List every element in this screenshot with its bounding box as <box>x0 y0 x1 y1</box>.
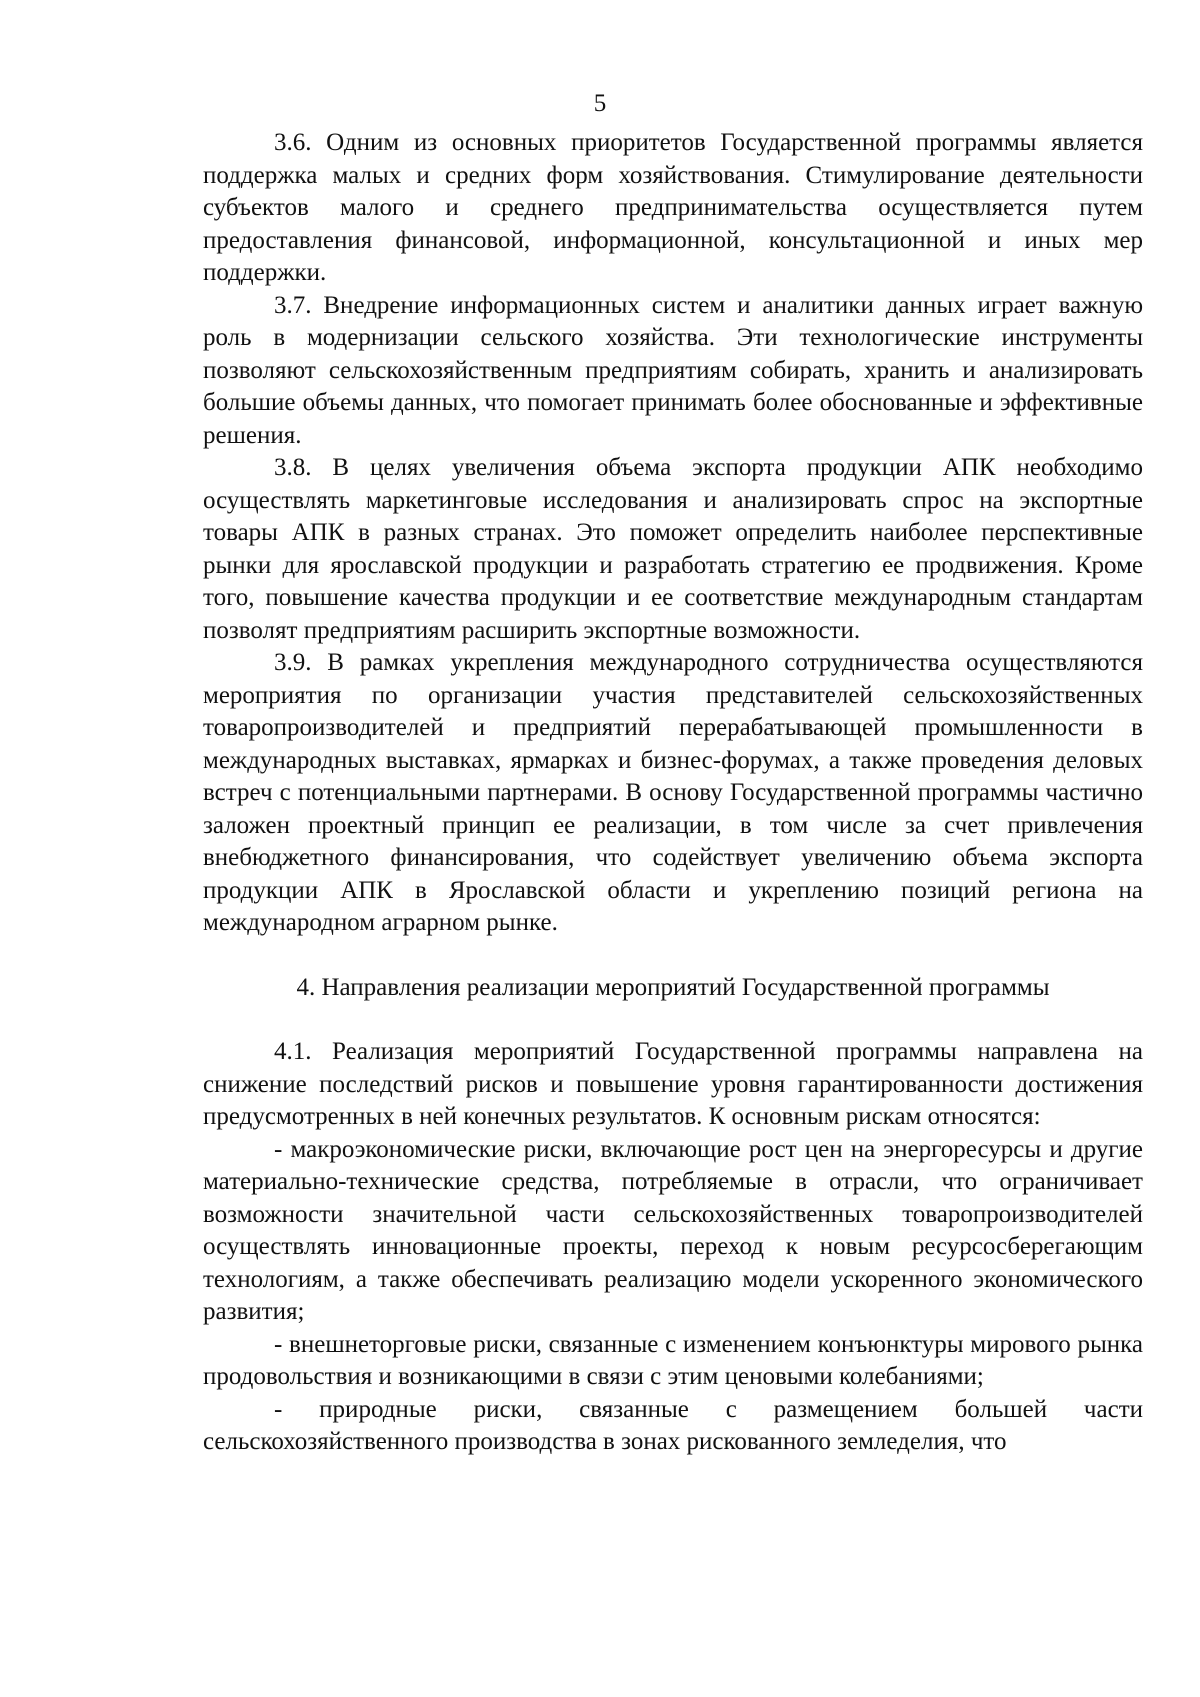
paragraph-4-1: 4.1. Реализация мероприятий Государственной программы направлена на снижение последствий рисков и повышение уровня гарантированности достижения предусмотренных в ней конечных результатов. К основным рискам относятся: <box>203 1038 1143 1130</box>
page-number: 5 <box>593 90 607 117</box>
list-item-natural-risks: - природные риски, связанные с размещением большей части сельскохозяйственного производства в зонах рискованного земледелия, что <box>203 1395 1143 1455</box>
paragraph-3-9: 3.9. В рамках укрепления международного сотрудничества осуществляются мероприятия по организации участия представителей сельскохозяйственных товаропроизводителей и предприятий перерабатывающей промышленности в международных выставках, ярмарках и бизнес-форумах, а также проведения деловых встреч с потенциальными партнерами. В основу Государственной программы частично заложен проектный принцип ее реализации, в том числе за счет привлечения внебюджетного финансирования, что содействует увеличению объема экспорта продукции АПК в Ярославской области и укреплению позиций региона на международном аграрном рынке. <box>203 649 1143 936</box>
document-body <box>203 127 1143 1459</box>
section-heading: 4. Направления реализации мероприятий Государственной программы <box>296 973 1050 1001</box>
paragraph-3-8: 3.8. В целях увеличения объема экспорта продукции АПК необходимо осуществлять маркетинговые исследования и анализировать спрос на экспортные товары АПК в разных странах. Это поможет определить наиболее перспективные рынки для ярославской продукции и разработать стратегию ее продвижения. Кроме того, повышение качества продукции и ее соответствие международным стандартам позволят предприятиям расширить экспортные возможности. <box>203 454 1143 644</box>
list-item-foreign-trade-risks: - внешнеторговые риски, связанные с изменением конъюнктуры мирового рынка продовольствия и возникающими в связи с этим ценовыми колебаниями; <box>203 1330 1143 1390</box>
list-item-macroeconomic-risks: - макроэкономические риски, включающие рост цен на энергоресурсы и другие материально-технические средства, потребляемые в отрасли, что ограничивает возможности значительной части сельскохозяйственных товаропроизводителей осуществлять инновационные проекты, переход к новым ресурсосберегающим технологиям, а также обеспечивать реализацию модели ускоренного экономического развития; <box>203 1135 1143 1325</box>
paragraph-3-7: 3.7. Внедрение информационных систем и аналитики данных играет важную роль в модернизации сельского хозяйства. Эти технологические инструменты позволяют сельскохозяйственным предприятиям собирать, хранить и анализировать большие объемы данных, что помогает принимать более обоснованные и эффективные решения. <box>203 291 1143 449</box>
paragraph-3-6: 3.6. Одним из основных приоритетов Государственной программы является поддержка малых и средних форм хозяйствования. Стимулирование деятельности субъектов малого и среднего предпринимательства осуществляется путем предоставления финансовой, информационной, консультационной и иных мер поддержки. <box>203 129 1143 286</box>
